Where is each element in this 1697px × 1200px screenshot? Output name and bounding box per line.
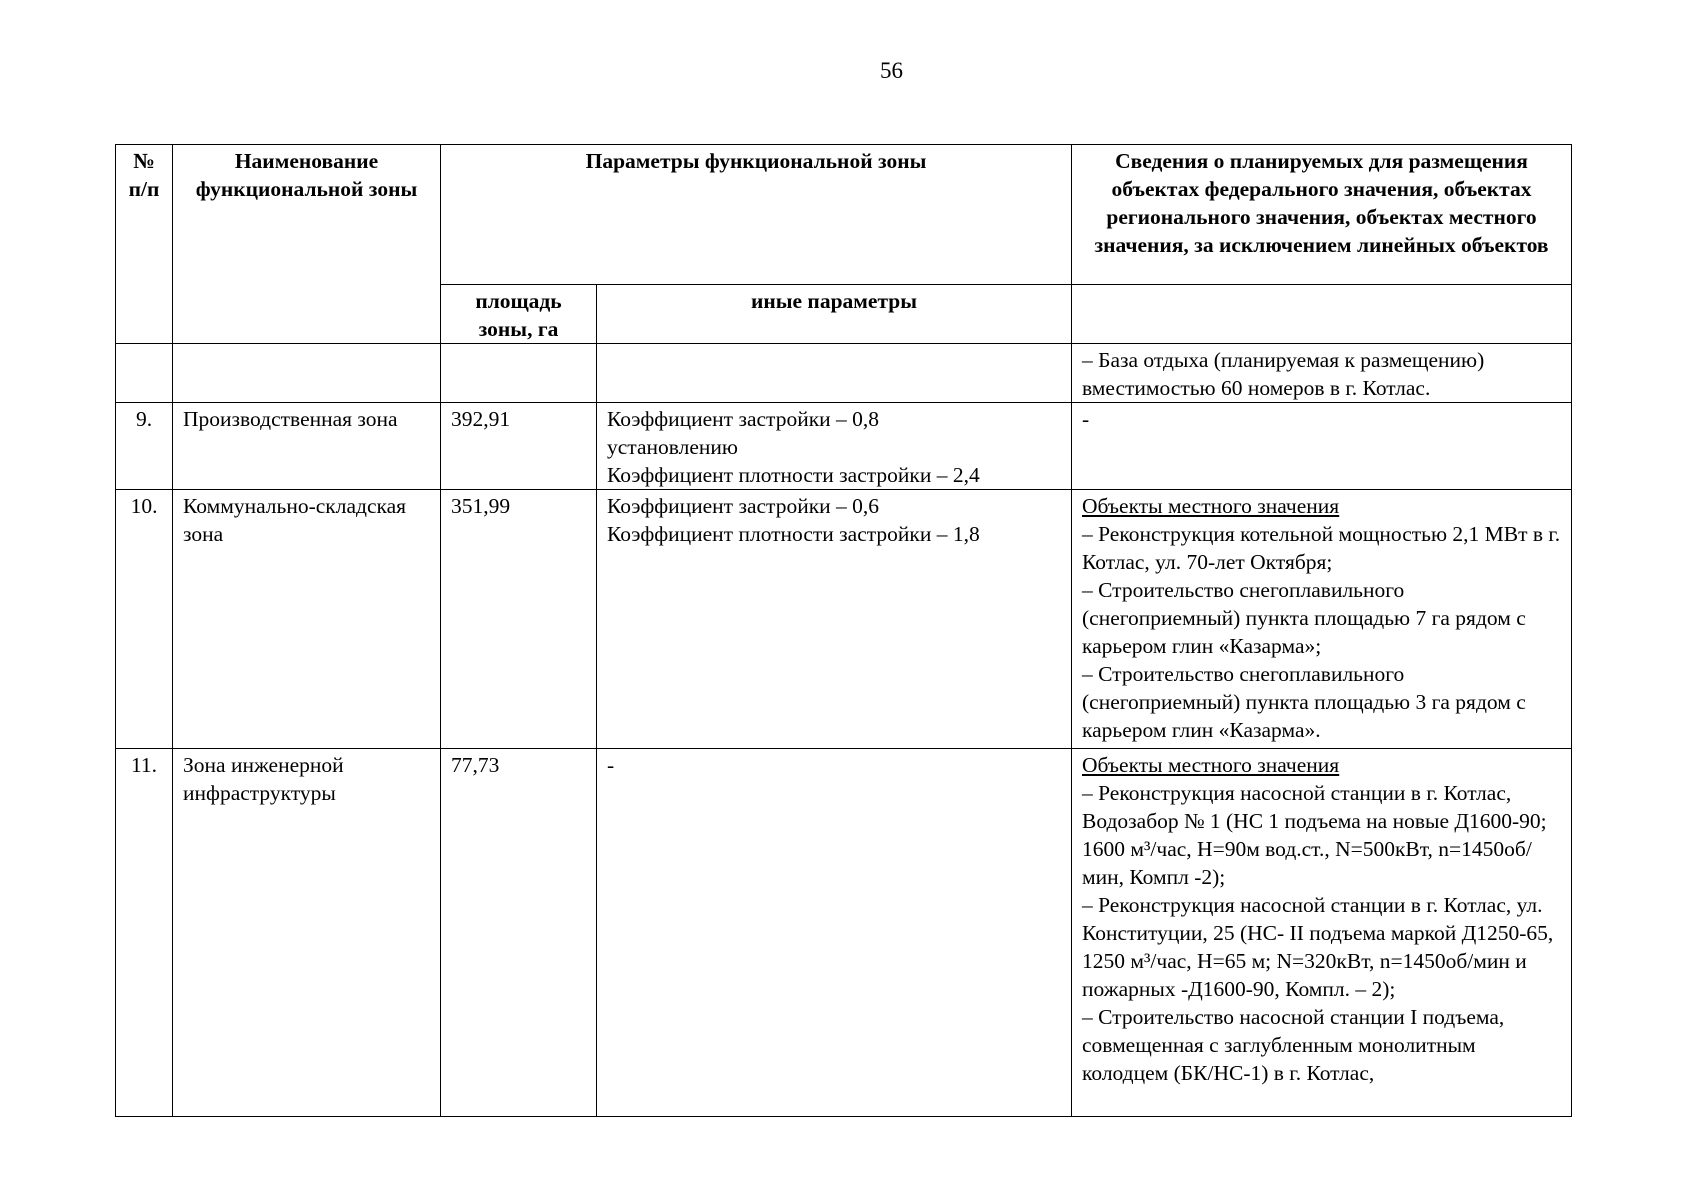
functional-zones-table: [115, 144, 1572, 1117]
object-item: – Реконструкция насосной станции в г. Котлас, Водозабор № 1 (НС 1 подъема на новые Д1600-90; 1600 м³/час, Н=90м вод.ст., N=500кВт, n=1450об/мин, Компл -2);: [1082, 781, 1547, 889]
row-number: [116, 344, 173, 403]
page-number: 56: [880, 58, 903, 83]
header-empty-cell: [1072, 285, 1572, 344]
parameter-line: Коэффициент застройки – 0,6: [607, 494, 880, 518]
zone-other-parameters: [597, 490, 1072, 749]
header-zone-name: Наименование функциональной зоны: [173, 145, 441, 344]
zone-other-parameters: [597, 403, 1072, 490]
row-number: 9.: [116, 403, 173, 490]
object-item: – База отдыха (планируемая к размещению) вместимостью 60 номеров в г. Котлас.: [1082, 348, 1485, 400]
table-row: [116, 403, 1572, 490]
parameter-line: Коэффициент плотности застройки – 2,4: [607, 463, 980, 487]
zone-name: Производственная зона: [173, 403, 441, 490]
zone-area: 351,99: [441, 490, 597, 749]
zone-name: [173, 344, 441, 403]
object-item: – Строительство снегоплавильного (снегоприемный) пункта площадью 7 га рядом с карьером глин «Казарма»;: [1082, 578, 1526, 658]
parameter-line: -: [607, 753, 615, 777]
table-row: [116, 490, 1572, 749]
zone-other-parameters: [597, 344, 1072, 403]
header-number: № п/п: [116, 145, 173, 344]
row-number: 10.: [116, 490, 173, 749]
table-row: [116, 344, 1572, 403]
table-row: [116, 749, 1572, 1117]
object-item: – Реконструкция котельной мощностью 2,1 МВт в г. Котлас, ул. 70-лет Октября;: [1082, 522, 1561, 574]
zone-name: Зона инженерной инфраструктуры: [173, 749, 441, 1117]
row-number: 11.: [116, 749, 173, 1117]
planned-objects: [1072, 490, 1572, 749]
object-item: -: [1082, 407, 1090, 431]
header-other-parameters: иные параметры: [597, 285, 1072, 344]
object-item: – Строительство снегоплавильного (снегоприемный) пункта площадью 3 га рядом с карьером глин «Казарма».: [1082, 662, 1526, 742]
planned-objects: [1072, 749, 1572, 1117]
parameter-line: Коэффициент застройки – 0,8: [607, 407, 880, 431]
zone-area: 392,91: [441, 403, 597, 490]
zone-area: 77,73: [441, 749, 597, 1117]
objects-heading: Объекты местного значения: [1082, 494, 1340, 518]
parameter-line: Коэффициент плотности застройки – 1,8: [607, 522, 980, 546]
objects-heading: Объекты местного значения: [1082, 753, 1340, 777]
header-zone-area: площадь зоны, га: [441, 285, 597, 344]
object-item: – Строительство насосной станции I подъема, совмещенная с заглубленным монолитным колодцем (БК/НС-1) в г. Котлас,: [1082, 1005, 1505, 1085]
header-planned-objects: Сведения о планируемых для размещения объектах федерального значения, объектах регионального значения, объектах местного значения, за исключением линейных объектов: [1072, 145, 1572, 285]
parameter-line: установлению: [607, 435, 738, 459]
table-header-row: [116, 145, 1572, 285]
zone-other-parameters: [597, 749, 1072, 1117]
zone-name: Коммунально-складская зона: [173, 490, 441, 749]
planned-objects: [1072, 403, 1572, 490]
zone-area: [441, 344, 597, 403]
object-item: – Реконструкция насосной станции в г. Котлас, ул. Конституции, 25 (НС- II подъема маркой Д1250-65, 1250 м³/час, Н=65 м; N=320кВт, n=1450об/мин и пожарных -Д1600-90, Компл. – 2);: [1082, 893, 1554, 1001]
planned-objects: [1072, 344, 1572, 403]
header-zone-parameters: Параметры функциональной зоны: [441, 145, 1072, 285]
